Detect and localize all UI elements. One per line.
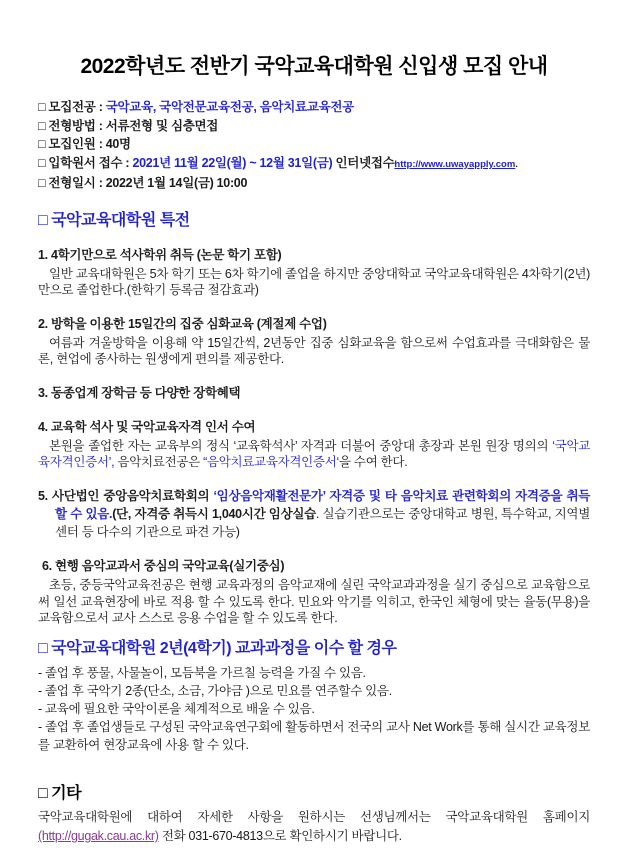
feature-item-5 bbox=[38, 487, 590, 541]
gugak-homepage-link[interactable]: (http://gugak.cau.ac.kr) bbox=[38, 829, 159, 844]
item5-run-2: (단, 자격증 취득시 1,040시간 임상실습 bbox=[112, 507, 316, 522]
info-method-line: □ 전형방법 : 서류전형 및 심층면접 bbox=[38, 118, 219, 133]
curriculum-bullet-4: - 졸업 후 졸업생들로 구성된 국악교육연구회에 활동하면서 전국의 교사 Net Work를 통해 실시간 교육정보를 교환하여 현장교육에 사용 할 수 있다. bbox=[38, 719, 590, 752]
item5-run-3: . 실습기관으로는 중앙대학교 병원, 특수학교, 지역별 센터 등 다수의 기관으로 파견 가능) bbox=[55, 507, 590, 540]
feature-item-1-title: 1. 4학기만으로 석사학위 취득 (논문 학기 포함) bbox=[38, 247, 282, 262]
etc-pre: 국악교육대학원에 대하여 자세한 사항을 원하시는 선생님께서는 국악교육대학원 홈페이지 bbox=[38, 809, 590, 824]
feature-item-4-body bbox=[38, 438, 590, 471]
item5-run-0: 5. 사단법인 중앙음악치료학회의 bbox=[38, 489, 214, 504]
info-major-line bbox=[38, 98, 590, 117]
item4-run-0: 본원을 졸업한 자는 교육부의 정식 ‘교육학석사’ 자격과 더불어 중앙대 총장과 본원 원장 명의의 bbox=[49, 438, 553, 453]
feature-item-1-body: 일반 교육대학원은 5차 학기 또는 6차 학기에 졸업을 하지만 중앙대학교 국악교육대학원은 4차학기(2년)만으로 졸업한다.(한학기 등록금 절감효과) bbox=[38, 266, 590, 298]
info-quota-line: □ 모집인원 : 40명 bbox=[38, 137, 131, 152]
info-schedule-line: □ 전형일시 : 2022년 1월 14일(금) 10:00 bbox=[38, 176, 248, 191]
curriculum-bullet-list bbox=[38, 664, 590, 754]
info-apply-mid: 인터넷접수 bbox=[332, 155, 395, 170]
item4-run-3-certificate: “음악치료교육자격인증서‘ bbox=[203, 455, 339, 469]
feature-item-2-body: 여름과 겨울방학을 이용해 약 15일간씩, 2년동안 집중 심화교육을 함으로써 수업효과를 극대화함은 물론, 현업에 종사하는 원생에게 편의를 제공한다. bbox=[38, 335, 590, 367]
curriculum-bullet-3: - 교육에 필요한 국악이론을 체계적으로 배울 수 있음. bbox=[38, 701, 315, 716]
curriculum-section-heading: □ 국악교육대학원 2년(4학기) 교과과정을 이수 할 경우 bbox=[38, 639, 397, 657]
feature-item-6-title: 6. 현행 음악교과서 중심의 국악교육(실기중심) bbox=[42, 559, 285, 574]
admission-info-list bbox=[38, 98, 590, 193]
info-apply-line bbox=[38, 154, 590, 175]
uwayapply-link[interactable]: http://www.uwayapply.com bbox=[394, 158, 516, 170]
feature-item-2-title: 2. 방학을 이용한 15일간의 집중 심화교육 (계절제 수업) bbox=[38, 316, 327, 331]
item4-run-4: 을 수여 한다. bbox=[338, 455, 408, 469]
features-section-heading: □ 국악교육대학원 특전 bbox=[38, 211, 190, 229]
feature-item-4-title: 4. 교육학 석사 및 국악교육자격 인서 수여 bbox=[38, 419, 256, 434]
item4-run-2: 음악치료전공은 bbox=[114, 455, 204, 469]
item5-run-1-license: ‘임상음악재활전문가’ 자격증 및 타 음악치료 관련학회의 자격증을 취득할 수 있음. bbox=[55, 489, 591, 522]
info-major-value: 국악교육, 국악전문교육전공, 음악치료교육전공 bbox=[105, 100, 354, 114]
page-title: 2022학년도 전반기 국악교육대학원 신입생 모집 안내 bbox=[80, 55, 548, 78]
feature-item-3-title: 3. 동종업계 장학금 등 다양한 장학혜택 bbox=[38, 385, 241, 400]
info-apply-label: □ 입학원서 접수 : bbox=[38, 155, 133, 170]
info-apply-period: 2021년 11월 22일(월) ~ 12월 31일(금) bbox=[132, 155, 333, 170]
etc-post: 전화 031-670-4813으로 확인하시기 바랍니다. bbox=[158, 829, 402, 844]
feature-item-6-body: 초등, 중등국악교육전공은 현행 교육과정의 음악교재에 실린 국악교과과정을 실기 중심으로 교육함으로써 일선 교육현장에 바로 적용 할 수 있도록 한다. 민요와 악기를 익히고, 한국인 체형에 맞는 율동(무용)을 교육함으로서 교사 스스로 응용 수업을 할 수 있도록 한다. bbox=[38, 578, 590, 626]
curriculum-bullet-1: - 졸업 후 풍물, 사물놀이, 모듬북을 가르칠 능력을 가질 수 있음. bbox=[38, 665, 366, 680]
info-major-label: □ 모집전공 : bbox=[38, 100, 106, 114]
curriculum-bullet-2: - 졸업 후 국악기 2종(단소, 소금, 가야금 )으로 민요를 연주할수 있음. bbox=[38, 683, 392, 698]
etc-body bbox=[38, 808, 590, 847]
info-apply-tail: . bbox=[515, 158, 518, 170]
etc-section-heading: □ 기타 bbox=[38, 784, 82, 802]
item4-run-1-certificate: ‘국악교육자격인증서’, bbox=[38, 438, 590, 469]
